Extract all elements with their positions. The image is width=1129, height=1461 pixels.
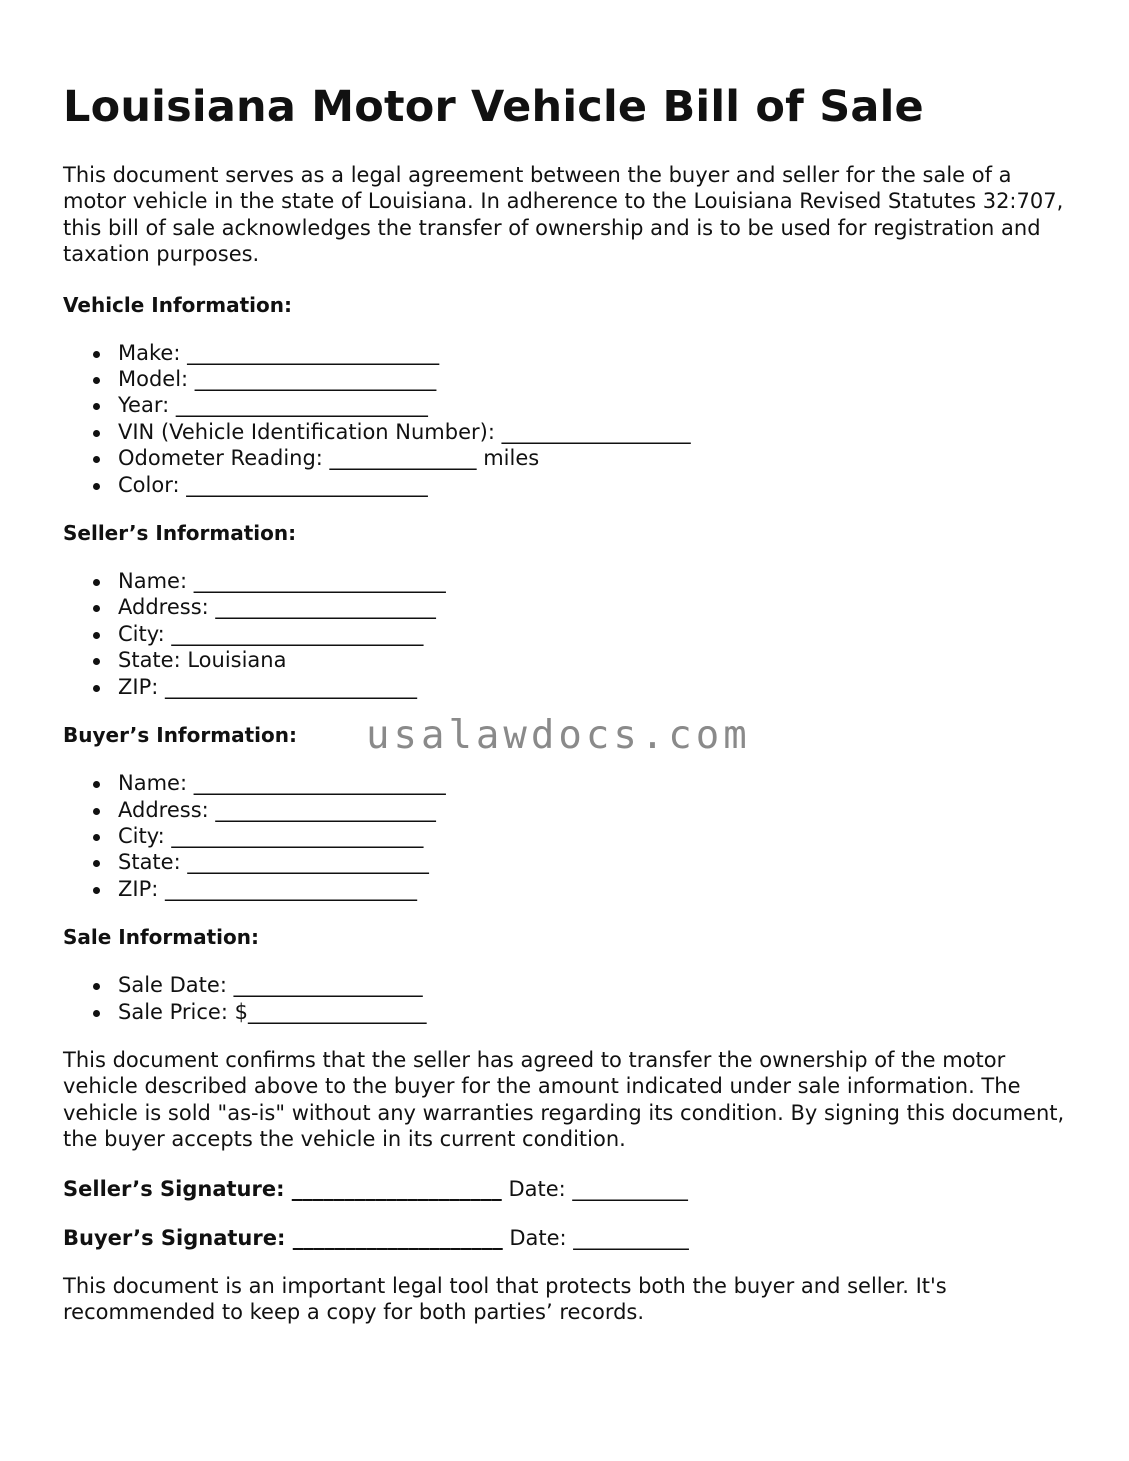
list-item: Sale Price: $_________________ (63, 999, 1073, 1025)
buyer-info-heading: Buyer’s Information: (63, 723, 297, 748)
list-item: Model: _______________________ (63, 366, 1073, 392)
confirmation-paragraph: This document confirms that the seller has agreed to transfer the ownership of the motor vehicle described above to the buyer for the amount indicated under sale information. The vehicle is sold "as-is" without any warranties regarding its condition. By signing this document, the buyer accepts the vehicle in its current condition. (63, 1047, 1065, 1152)
seller-signature-date: Date: ___________ (501, 1176, 688, 1201)
buyer-info-list (63, 770, 1073, 902)
sale-info-list (63, 972, 1073, 1025)
list-item: Color: _______________________ (63, 472, 1073, 498)
list-item: VIN (Vehicle Identification Number): __________________ (63, 419, 1073, 445)
intro-paragraph: This document serves as a legal agreement between the buyer and seller for the sale of a motor vehicle in the state of Louisiana. In adherence to the Louisiana Revised Statutes 32:707, this bill of sale acknowledges the transfer of ownership and is to be used for registration and taxation purposes. (63, 163, 1064, 267)
list-item: City: ________________________ (63, 823, 1073, 849)
document-page (63, 0, 1073, 1325)
closing-paragraph: This document is an important legal tool that protects both the buyer and seller. It's recommended to keep a copy for both parties’ records. (63, 1273, 947, 1324)
list-item: ZIP: ________________________ (63, 876, 1073, 902)
list-item: Address: _____________________ (63, 594, 1073, 620)
vehicle-info-heading: Vehicle Information: (63, 292, 292, 317)
buyer-signature-line (63, 1225, 1073, 1251)
list-item: Address: _____________________ (63, 797, 1073, 823)
seller-signature-line (63, 1176, 1073, 1202)
seller-signature-label: Seller’s Signature: ____________________ (63, 1176, 502, 1201)
list-item: Year: ________________________ (63, 392, 1073, 418)
vehicle-info-list (63, 340, 1073, 498)
watermark: usalawdocs.com (366, 713, 751, 758)
list-item: Sale Date: __________________ (63, 972, 1073, 998)
sale-info-heading: Sale Information: (63, 925, 259, 950)
list-item: ZIP: ________________________ (63, 674, 1073, 700)
list-item: State: Louisiana (63, 647, 1073, 673)
document-title: Louisiana Motor Vehicle Bill of Sale (63, 82, 924, 132)
list-item: State: _______________________ (63, 849, 1073, 875)
buyer-signature-label: Buyer’s Signature: ____________________ (63, 1225, 503, 1250)
list-item: City: ________________________ (63, 621, 1073, 647)
seller-info-list (63, 568, 1073, 700)
list-item: Odometer Reading: ______________ miles (63, 445, 1073, 471)
list-item: Make: ________________________ (63, 340, 1073, 366)
list-item: Name: ________________________ (63, 568, 1073, 594)
seller-info-heading: Seller’s Information: (63, 521, 297, 546)
list-item: Name: ________________________ (63, 770, 1073, 796)
buyer-signature-date: Date: ___________ (502, 1225, 689, 1250)
